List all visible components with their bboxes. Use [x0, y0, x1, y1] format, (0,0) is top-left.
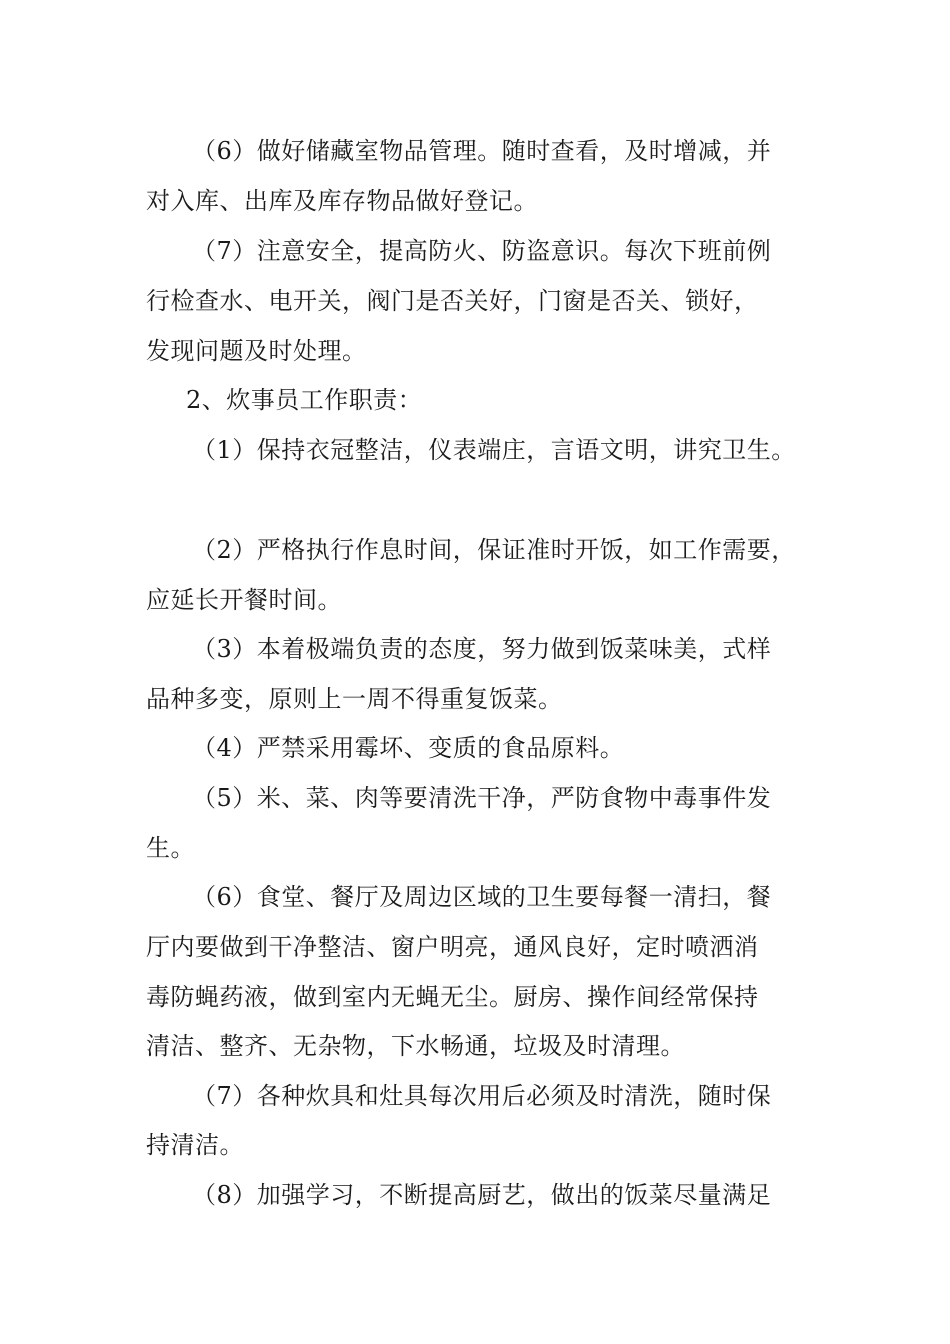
text-line: 应延长开餐时间。	[146, 586, 342, 614]
text-line: （8）加强学习，不断提高厨艺，做出的饭菜尽量满足	[192, 1181, 772, 1209]
section-heading: 2、炊事员工作职责：	[186, 386, 423, 414]
text-line: 品种多变，原则上一周不得重复饭菜。	[146, 685, 563, 713]
text-line: 行检查水、电开关，阀门是否关好，门窗是否关、锁好，	[146, 287, 759, 315]
text-line: （7）各种炊具和灶具每次用后必须及时清洗，随时保	[192, 1082, 772, 1110]
text-line: （5）米、菜、肉等要清洗干净，严防食物中毒事件发	[192, 784, 772, 812]
text-line: （4）严禁采用霉坏、变质的食品原料。	[192, 734, 625, 762]
text-line: 生。	[146, 834, 195, 862]
text-line: （7）注意安全，提高防火、防盗意识。每次下班前例	[192, 237, 772, 265]
text-line: 发现问题及时处理。	[146, 337, 367, 365]
text-line: （6）做好储藏室物品管理。随时查看，及时增减，并	[192, 137, 772, 165]
text-line: 清洁、整齐、无杂物，下水畅通，垃圾及时清理。	[146, 1032, 685, 1060]
text-line: （2）严格执行作息时间，保证准时开饭，如工作需要，	[192, 536, 796, 564]
text-line: （6）食堂、餐厅及周边区域的卫生要每餐一清扫，餐	[192, 883, 772, 911]
text-line: 毒防蝇药液，做到室内无蝇无尘。厨房、操作间经常保持	[146, 983, 759, 1011]
text-line: 对入库、出库及库存物品做好登记。	[146, 187, 538, 215]
text-line: （1）保持衣冠整洁，仪表端庄，言语文明，讲究卫生。	[192, 436, 796, 464]
text-line: 厅内要做到干净整洁、窗户明亮，通风良好，定时喷洒消	[146, 933, 759, 961]
text-line: （3）本着极端负责的态度，努力做到饭菜味美，式样	[192, 635, 772, 663]
text-line: 持清洁。	[146, 1131, 244, 1159]
